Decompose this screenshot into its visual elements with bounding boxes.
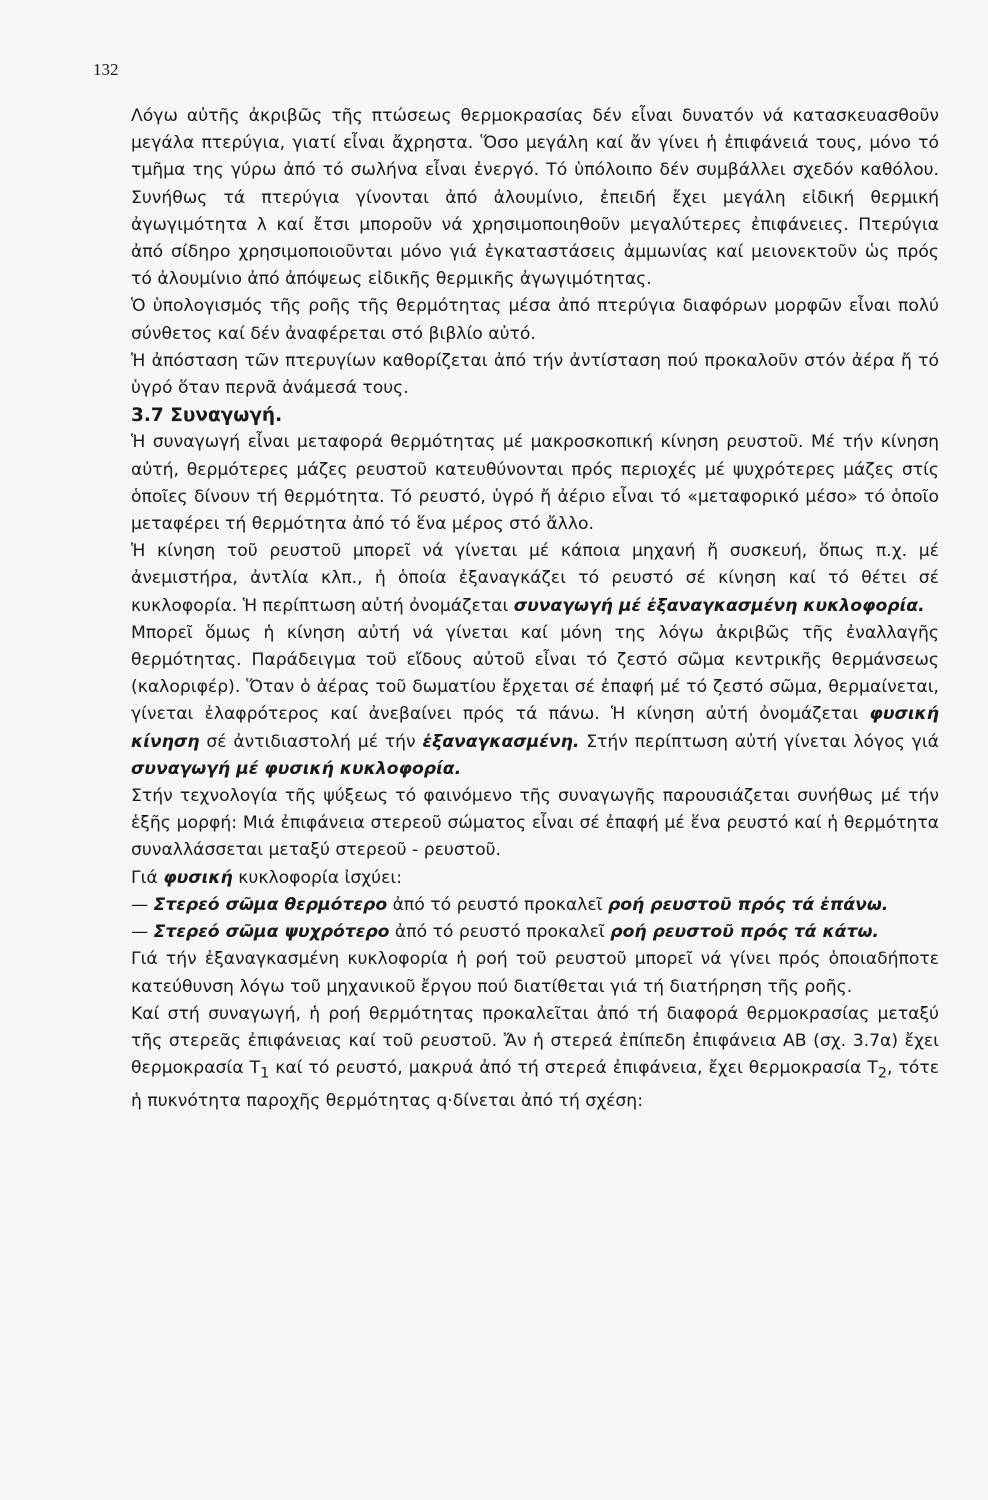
subscript-1: 1 [260,1065,270,1082]
section-heading: 3.7 Συναγωγή. [131,405,283,427]
paragraph-heat-flux [131,1001,939,1115]
text-run: Στήν περίπτωση αὐτή γίνεται λόγος γιά [579,731,939,752]
paragraph-forced-direction: Γιά τήν ἐξαναγκασμένη κυκλοφορία ἡ ροή τοῦ ρευστοῦ μπορεῖ νά γίνει πρός ὁποιαδήποτε κατεύθυνση λόγω τοῦ μηχανικοῦ ἔργου πού διατίθεται γιά τή διατήρηση τῆς ροῆς. [131,949,939,997]
term-natural: φυσική [163,867,233,888]
text-run: ἀπό τό ρευστό προκαλεῖ [389,922,611,943]
paragraph-refrigeration: Στήν τεχνολογία τῆς ψύξεως τό φαινόμενο τῆς συναγωγῆς παρουσιάζεται συνήθως μέ τήν ἑξῆς μορφή: Μιά ἐπιφάνεια στερεοῦ σώματος εἶναι σέ ἐπαφή μέ ἕνα ρευστό καί ἡ θερμότητα συναλλάσσεται μεταξύ στερεοῦ - ρευστοῦ. [131,786,939,861]
paragraph-fin-material: Λόγω αὐτῆς ἀκριβῶς τῆς πτώσεως θερμοκρασίας δέν εἶναι δυνατόν νά κατασκευασθοῦν μεγάλα πτερύγια, γιατί εἶναι ἄχρηστα. Ὅσο μεγάλη καί ἄν γίνει ἡ ἐπιφάνειά τους, μόνο τό τμῆμα της γύρω ἀπό τό σωλήνα εἶναι ἐνεργό. Τό ὑπόλοιπο δέν συμβάλλει σχεδόν καθόλου. Συνήθως τά πτερύγια γίνονται ἀπό ἀλουμίνιο, ἐπειδή ἔχει μεγάλη εἰδική θερμική ἀγωγιμότητα λ καί ἔτσι μποροῦν νά χρησιμοποιηθοῦν μεγαλύτερες ἐπιφάνειες. Πτερύγια ἀπό σίδηρο χρησιμοποιοῦνται μόνο γιά ἐγκαταστάσεις ἀμμωνίας καί μειονεκτοῦν ὡς πρός τό ἀλουμίνιο ἀπό ἀπόψεως εἰδικῆς θερμικῆς ἀγωγιμότητας. [131,106,939,290]
list-item-warmer-solid [131,892,939,919]
dash-marker: — [131,894,154,915]
text-run: κυκλοφορία ἰσχύει: [232,867,402,888]
paragraph-natural-rule [131,865,939,892]
subscript-2: 2 [877,1065,888,1082]
term-forced: ἐξαναγκασμένη. [422,731,580,752]
paragraph-fin-spacing: Ἡ ἀπόσταση τῶν πτερυγίων καθορίζεται ἀπό τήν ἀντίσταση πού προκαλοῦν στόν ἀέρα ἤ τό ὑγρό ὅταν περνᾶ ἀνάμεσά τους. [131,350,939,399]
dash-marker: — [131,922,154,943]
text-run: ἀπό τό ρευστό προκαλεῖ [387,894,608,915]
list-item-colder-solid [131,919,939,946]
text-run: σέ ἀντιδιαστολή μέ τήν [199,731,423,752]
text-run: Γιά [131,867,164,888]
paragraph-convection-definition: Ἡ συναγωγή εἶναι μεταφορά θερμότητας μέ μακροσκοπική κίνηση ρευστοῦ. Μέ τήν κίνηση αὐτή, θερμότερες μάζες ρευστοῦ κατευθύνονται πρός περιοχές μέ ψυχρότερες μάζες στίς ὁποῖες δίνουν τή θερμότητα. Τό ρευστό, ὑγρό ἤ ἀέριο εἶναι τό «μεταφορικό μέσο» τό ὁποῖο μεταφέρει τή θερμότητα ἀπό τό ἕνα μέρος στό ἄλλο. [131,432,939,535]
page-number: 132 [93,60,119,79]
term-flow-down: ροή ρευστοῦ πρός τά κάτω. [610,922,879,943]
term-natural-motion: φυσική κίνηση [131,704,939,752]
page-body [131,103,939,1115]
term-natural-convection: συναγωγή μέ φυσική κυκλοφορία. [131,758,462,779]
text-run: Μπορεῖ ὅμως ἡ κίνηση αὐτή νά γίνεται καί μόνη της λόγω ἀκριβῶς τῆς ἐναλλαγῆς θερμότητας. Παράδειγμα τοῦ εἴδους αὐτοῦ εἶναι τό ζεστό σῶμα κεντρικῆς θερμάνσεως (καλοριφέρ). Ὅταν ὁ ἀέρας τοῦ δωματίου ἔρχεται σέ ἐπαφή μέ τό ζεστό σῶμα, θερμαίνεται, γίνεται ἐλαφρότερος καί ἀνεβαίνει πρός τά πάνω. Ἡ κίνηση αὐτή ὀνομάζεται [131,622,939,725]
paragraph-fin-calculation: Ὁ ὑπολογισμός τῆς ροῆς τῆς θερμότητας μέσα ἀπό πτερύγια διαφόρων μορφῶν εἶναι πολύ σύνθετος καί δέν ἀναφέρεται στό βιβλίο αὐτό. [131,296,939,344]
text-run: καί τό ρευστό, μακρυά ἀπό τή στερεά ἐπιφάνεια, ἔχει θερμοκρασία Τ [269,1058,878,1079]
text-run: Ἡ κίνηση τοῦ ρευστοῦ μπορεῖ νά γίνεται μέ κάποια μηχανή ἤ συσκευή, ὅπως π.χ. μέ ἀνεμιστήρα, ἀντλία κλπ., ἡ ὁποία ἐξαναγκάζει τό ρευστό σέ κίνηση καί τό θέτει σέ κυκλοφορία. Ἡ περίπτωση αὐτή ὀνομάζεται [131,541,939,616]
term-forced-convection: συναγωγή μέ ἐξαναγκασμένη κυκλοφορία. [513,595,925,616]
term-warmer-solid: Στερεό σῶμα θερμότερο [153,894,388,915]
text-run: , τότε ἡ πυκνότητα παροχῆς θερμότητας q·δίνεται ἀπό τή σχέση: [131,1058,939,1111]
paragraph-natural-circulation [131,620,939,783]
term-flow-up: ροή ρευστοῦ πρός τά ἐπάνω. [607,894,889,915]
term-colder-solid: Στερεό σῶμα ψυχρότερο [153,922,390,943]
text-run: Καί στή συναγωγή, ἡ ροή θερμότητας προκαλεῖται ἀπό τή διαφορά θερμοκρασίας μεταξύ τῆς στερεᾶς ἐπιφάνειας καί τοῦ ρευστοῦ. Ἄν ἡ στερεά ἐπίπεδη ἐπιφάνεια ΑΒ (σχ. 3.7α) ἔχει θερμοκρασία Τ [131,1003,939,1079]
paragraph-forced-circulation [131,538,939,620]
